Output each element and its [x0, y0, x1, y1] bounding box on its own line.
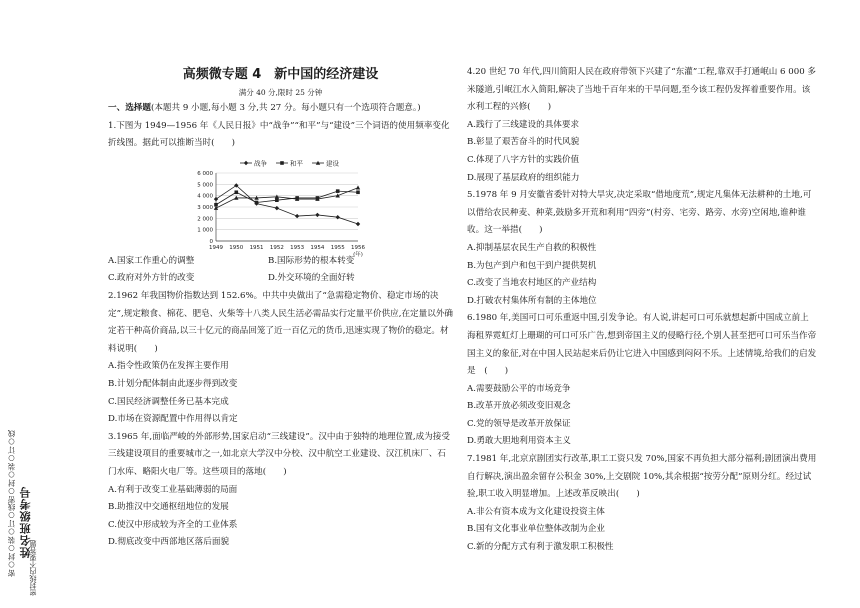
y-tick-label: 6 000 [197, 170, 213, 177]
option-b[interactable]: B.改革开放必须改变旧观念 [467, 401, 571, 412]
y-tick-label: 4 000 [197, 193, 213, 200]
data-point [356, 190, 360, 194]
data-point [214, 197, 218, 201]
legend-marker [244, 161, 248, 165]
name-class-label: 姓名班级考号 [19, 486, 32, 558]
question-7-stem: 7.1981 年,北京京剧团实行改革,职工工资只发 70%,国家不再负担大部分福利;剧团演出费用自行解决,演出盈余留存公积金 30%,上交剧院 10%,其余根据“按劳分配”原则分红。经过试验,职工收入明显增加。上述改革反映出( ) [467, 454, 817, 500]
legend-label: 战争 [254, 159, 267, 168]
x-tick-label: 1955 [330, 244, 345, 251]
option-c[interactable]: C.体现了八字方针的实践价值 [467, 154, 580, 165]
option-b[interactable]: B.计划分配体制由此逐步得到改变 [108, 378, 238, 389]
option-d[interactable]: D.外交环境的全面好转 [268, 273, 355, 284]
option-d[interactable]: D.展现了基层政府的组织能力 [467, 172, 580, 183]
legend-marker [280, 161, 284, 165]
data-point [356, 185, 360, 189]
option-d[interactable]: D.彻底改变中西部地区落后面貌 [108, 537, 230, 548]
seal-note: 密封线内不要答题 [29, 540, 37, 596]
option-a[interactable]: A.抑制基层农民生产自救的积极性 [467, 242, 597, 253]
legend-label: 建设 [326, 159, 339, 168]
option-b[interactable]: B.彰显了艰苦奋斗的时代风貌 [467, 137, 580, 148]
page-subtitle: 满分 40 分,限时 25 分钟 [238, 88, 323, 97]
y-tick-label: 3 000 [197, 204, 213, 211]
option-a[interactable]: A.践行了三线建设的具体要求 [467, 119, 580, 130]
option-a[interactable]: A.需要鼓励公平的市场竞争 [467, 383, 571, 394]
question-6-stem: 6.1980 年,美国可口可乐重返中国,引发争论。有人说,讲起可口可乐就想起新中国成立前上海租界霓虹灯上珊瑚的可口可乐广告,想到帝国主义的侵略行径,个别人甚至把可口可乐当作帝国主义的象征,对在中国人民站起来后仍让它进入中国感到闷闷不乐。上述情境,给我们的启发是 ( ) [467, 313, 817, 377]
seal-line-text: 密○封○装○订○线密○封○装○订○线 [7, 430, 16, 577]
option-b[interactable]: B.助推汉中交通枢纽地位的发展 [108, 502, 229, 513]
y-tick-label: 1 000 [197, 227, 213, 234]
question-2-stem: 2.1962 年我国物价指数达到 152.6%。中共中央做出了“急需稳定物价、稳定市场的决定”,规定粮食、棉花、肥皂、火柴等十八类人民生活必需品实行定量平价供应,在定量以外确定若干种高价商品,以三十亿元的商品回笼了近一百亿元的货币,迅速实现了物价的稳定。材料说明( ) [108, 290, 454, 354]
x-tick-label: 1951 [249, 244, 264, 251]
option-a[interactable]: A.国家工作重心的调整 [108, 255, 195, 266]
data-point [315, 213, 319, 217]
question-4-stem: 4.20 世纪 70 年代,四川简阳人民在政府带领下兴建了“东灌”工程,靠双手打通岷山 6 000 多米隧道,引岷江水入简阳,解决了当地千百年来的干旱问题,至今该工程仍发挥着重要作用。该水利工程的兴修( ) [467, 67, 816, 113]
question-1-stem: 1.下图为 1949—1956 年《人民日报》中“战争”“和平”与“建设”三个词语的使用频率变化折线图。据此可以推断当时( ) [108, 120, 450, 149]
page-title: 高频微专题 4 新中国的经济建设 [182, 67, 379, 82]
data-point [234, 190, 238, 194]
y-tick-label: 0 [209, 238, 213, 245]
data-point [336, 189, 340, 193]
option-c[interactable]: C.新的分配方式有利于激发职工积极性 [467, 542, 614, 553]
section-heading [108, 100, 453, 118]
data-point [275, 206, 279, 210]
line-chart [108, 153, 453, 258]
option-d[interactable]: D.打破农村集体所有制的主体地位 [467, 295, 597, 306]
right-column [467, 64, 817, 557]
x-tick-label: 1953 [290, 244, 305, 251]
x-tick-label: 1949 [209, 244, 223, 251]
data-point [356, 222, 360, 226]
question-1-options-row1 [108, 253, 453, 271]
option-a[interactable]: A.非公有资本成为文化建设投资主体 [467, 506, 605, 517]
question-1-options-row2 [108, 270, 453, 288]
section-title: 一、选择题 [108, 103, 151, 113]
option-d[interactable]: D.市场在资源配置中作用得以肯定 [108, 414, 238, 425]
data-point [336, 215, 340, 219]
section-desc: (本题共 9 小题,每小题 3 分,共 27 分。每小题只有一个选项符合题意。) [150, 103, 421, 113]
left-column [108, 0, 453, 552]
option-c[interactable]: C.改变了当地农村地区的产业结构 [467, 278, 597, 289]
x-axis-unit: (年) [353, 251, 363, 258]
x-tick-label: 1952 [269, 244, 284, 251]
data-point [255, 200, 259, 204]
chart-svg [108, 153, 453, 258]
option-b[interactable]: B.为包产到户和包干到户提供契机 [467, 260, 597, 271]
option-b[interactable]: B.国际形势的根本转变 [268, 255, 355, 266]
question-3-stem: 3.1965 年,面临严峻的外部形势,国家启动“三线建设”。汉中由于独特的地理位置,成为接受三线建设项目的重要城市之一,如北京大学汉中分校、汉中航空工业建设、汉江机床厂、石门水库、略阳火电厂等。这些项目的落地( ) [108, 431, 450, 477]
question-5-stem: 5.1978 年 9 月安徽省委针对特大旱灾,决定采取“借地度荒”,规定凡集体无法耕种的土地,可以借给农民种麦、种菜,鼓励多开荒和利用“四旁”(村旁、宅旁、路旁、水旁)空闲地,谁种谁收。这一举措( ) [467, 190, 812, 236]
option-c[interactable]: C.党的领导是改革开放保证 [467, 418, 571, 429]
x-tick-label: 1950 [229, 244, 244, 251]
option-c[interactable]: C.政府对外方针的改变 [108, 273, 195, 284]
y-tick-label: 2 000 [197, 216, 213, 223]
seal-margin [0, 0, 40, 608]
option-c[interactable]: C.使汉中形成较为齐全的工业体系 [108, 519, 238, 530]
option-c[interactable]: C.国民经济调整任务已基本完成 [108, 396, 229, 407]
option-b[interactable]: B.国有文化事业单位整体改制为企业 [467, 524, 605, 535]
y-tick-label: 5 000 [197, 182, 213, 189]
data-point [275, 198, 279, 202]
x-tick-label: 1954 [310, 244, 325, 251]
data-point [295, 214, 299, 218]
option-a[interactable]: A.有利于改变工业基础薄弱的局面 [108, 484, 238, 495]
option-d[interactable]: D.勇敢大胆地利用资本主义 [467, 436, 571, 447]
x-tick-label: 1956 [351, 244, 365, 251]
legend-label: 和平 [290, 159, 303, 168]
option-a[interactable]: A.指令性政策仍在发挥主要作用 [108, 361, 229, 372]
